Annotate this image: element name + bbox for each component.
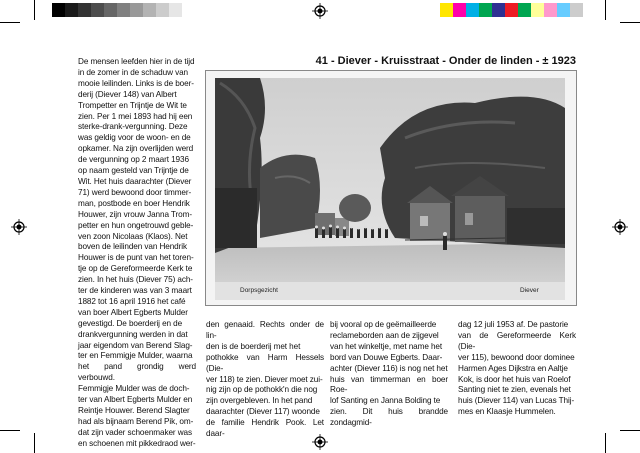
text-line: Femmigje Mulder was de doch- [78, 384, 190, 394]
gray-swatch [104, 3, 117, 17]
crop-mark [0, 22, 20, 23]
color-swatch [557, 3, 570, 17]
crop-mark [0, 430, 20, 431]
text-line: pothokke van Harm Hessels (Die- [206, 352, 324, 373]
registration-mark-left [11, 219, 27, 235]
crop-mark [34, 0, 35, 20]
text-column-4 [458, 320, 576, 418]
text-line: ver 115), bewoond door dominee [458, 352, 575, 362]
text-line: de familie Hendrik Pook. Let daar- [206, 418, 324, 439]
text-line: van boer Albert Egberts Mulder [78, 307, 188, 317]
text-line: Houwer, zijn vrouw Janna Trom- [78, 209, 192, 219]
crop-mark [620, 430, 640, 431]
text-column-3 [330, 320, 448, 429]
text-line: boven de leilinden van Hendrik [78, 242, 187, 252]
color-swatch [518, 3, 531, 17]
text-line: en schoenen mit pikkedraod wer- [78, 438, 196, 448]
text-line: het pand grondig werd verbouwd. [78, 362, 196, 383]
text-line: opkamer. Na zijn overlijden werd [78, 144, 194, 154]
color-swatch [570, 3, 583, 17]
text-line: huis (Diever 114) van Lucas Thij- [458, 396, 575, 406]
color-swatch [453, 3, 466, 17]
color-swatch [440, 3, 453, 17]
text-line: zien. Dit huis brandde zondagmid- [330, 407, 448, 428]
gray-swatch [91, 3, 104, 17]
grayscale-calibration-bar [52, 3, 195, 17]
gray-swatch [65, 3, 78, 17]
text-line: mooie leilinden. Links is de boer- [78, 78, 194, 88]
text-line: 1882 tot 16 april 1916 het café [78, 296, 186, 306]
photo-caption-right: Diever [520, 287, 539, 294]
text-line: mes en Klaasje Hummelen. [458, 407, 556, 417]
text-line: Santing niet te zien, evenals het [458, 385, 571, 395]
text-line: jaar eigendom van Berend Slag- [78, 340, 193, 350]
text-line: op naam gesteld van Trijntje de [78, 166, 189, 176]
text-line: Kok, is door het huis van Roelof [458, 374, 571, 384]
color-swatch [492, 3, 505, 17]
text-line: petter en hun ongetrouwd geble- [78, 220, 194, 230]
page-title: 41 - Diever - Kruisstraat - Onder de linden - ± 1923 [315, 55, 576, 67]
registration-mark-right [612, 219, 628, 235]
color-swatch [466, 3, 479, 17]
gray-swatch [130, 3, 143, 17]
text-line: in de zomer in de schaduw van [78, 67, 188, 77]
registration-mark-top [312, 3, 328, 19]
text-line: De mensen leefden hier in de tijd [78, 57, 195, 66]
color-swatch [505, 3, 518, 17]
text-line: de vergunning op 2 maart 1936 [78, 155, 189, 165]
text-column-2 [206, 320, 324, 440]
crop-mark [605, 433, 606, 453]
text-line: daarachter (Diever 117) woonde [206, 407, 320, 417]
gray-swatch [78, 3, 91, 17]
text-line: van het winkeltje, met name het [330, 341, 443, 351]
text-column-1 [78, 57, 196, 450]
text-line: achter (Diever 116) is nog net het [330, 363, 448, 373]
text-line: den is de boerderij met het [206, 341, 301, 351]
gray-swatch [182, 3, 195, 17]
gray-swatch [117, 3, 130, 17]
text-line: ver 118) te zien. Diever moet zui- [206, 374, 323, 384]
text-line: drankvergunning werden in dat [78, 329, 188, 339]
text-line: derij (Diever 148) van Albert [78, 89, 177, 99]
text-line: dag 12 juli 1953 af. De pastorie [458, 320, 569, 329]
crop-mark [605, 0, 606, 20]
gray-swatch [143, 3, 156, 17]
text-line: bord van Douwe Egberts. Daar- [330, 352, 443, 362]
crop-mark [620, 22, 640, 23]
text-line: zijn overgebleven. In het pand [206, 396, 313, 406]
text-line: nig zijn op de pothokk'n die nog [206, 385, 318, 395]
text-line: Trompetter en Trijntje de Wit te [78, 100, 187, 110]
text-line: man, postbode en boer Hendrik [78, 198, 190, 208]
text-line: tje op de Gereformeerde Kerk te [78, 264, 193, 274]
gray-swatch [169, 3, 182, 17]
text-line: Houwer is de punt van het toren- [78, 253, 194, 263]
text-line: reclameborden aan de zijgevel [330, 330, 439, 340]
text-line: bij vooral op de geëmailleerde [330, 320, 437, 329]
text-line: Harmen Ages Dijkstra en Aaltje [458, 363, 568, 373]
gray-swatch [156, 3, 169, 17]
crop-mark [34, 433, 35, 453]
text-line: lof Santing en Janna Bolding te [330, 396, 441, 406]
text-line: gevestigd. De boerderij en de [78, 318, 183, 328]
text-line: Wit. Het huis daarachter (Diever [78, 176, 192, 186]
text-line: den genaaid. Rechts onder de lin- [206, 320, 324, 340]
text-line: zien. In het huis (Diever 75) ach- [78, 275, 193, 285]
historic-photo [215, 78, 565, 300]
text-line: huis van timmerman en boer Roe- [330, 374, 448, 395]
text-line: ter en Femmigje Mulder, waarna [78, 351, 193, 361]
text-line: ter de kinderen was van 3 maart [78, 286, 192, 296]
text-line: Reintje Houwer. Berend Slagter [78, 406, 190, 415]
color-swatch [544, 3, 557, 17]
text-line: had als bijnaam Berend Pik, om- [78, 416, 194, 426]
text-line: ven zoon Nicolaas (Klaos). Net [78, 231, 188, 241]
text-line: ter van Albert Egberts Mulder en [78, 395, 193, 405]
text-line: was geldig voor de woon- en de [78, 133, 191, 143]
color-swatch [479, 3, 492, 17]
gray-swatch [52, 3, 65, 17]
color-calibration-bar [440, 3, 583, 17]
color-swatch [531, 3, 544, 17]
photo-caption-left: Dorpsgezicht [240, 287, 278, 294]
text-line: 71) werd bewoond door timmer- [78, 187, 192, 197]
text-line: sterke-drank-vergunning. Deze [78, 122, 188, 132]
text-line: dat zijn vader schoenmaker was [78, 427, 192, 437]
text-line: van de Gereformeerde Kerk (Die- [458, 330, 576, 351]
text-line: zien. Per 1 mei 1893 had hij een [78, 111, 193, 121]
